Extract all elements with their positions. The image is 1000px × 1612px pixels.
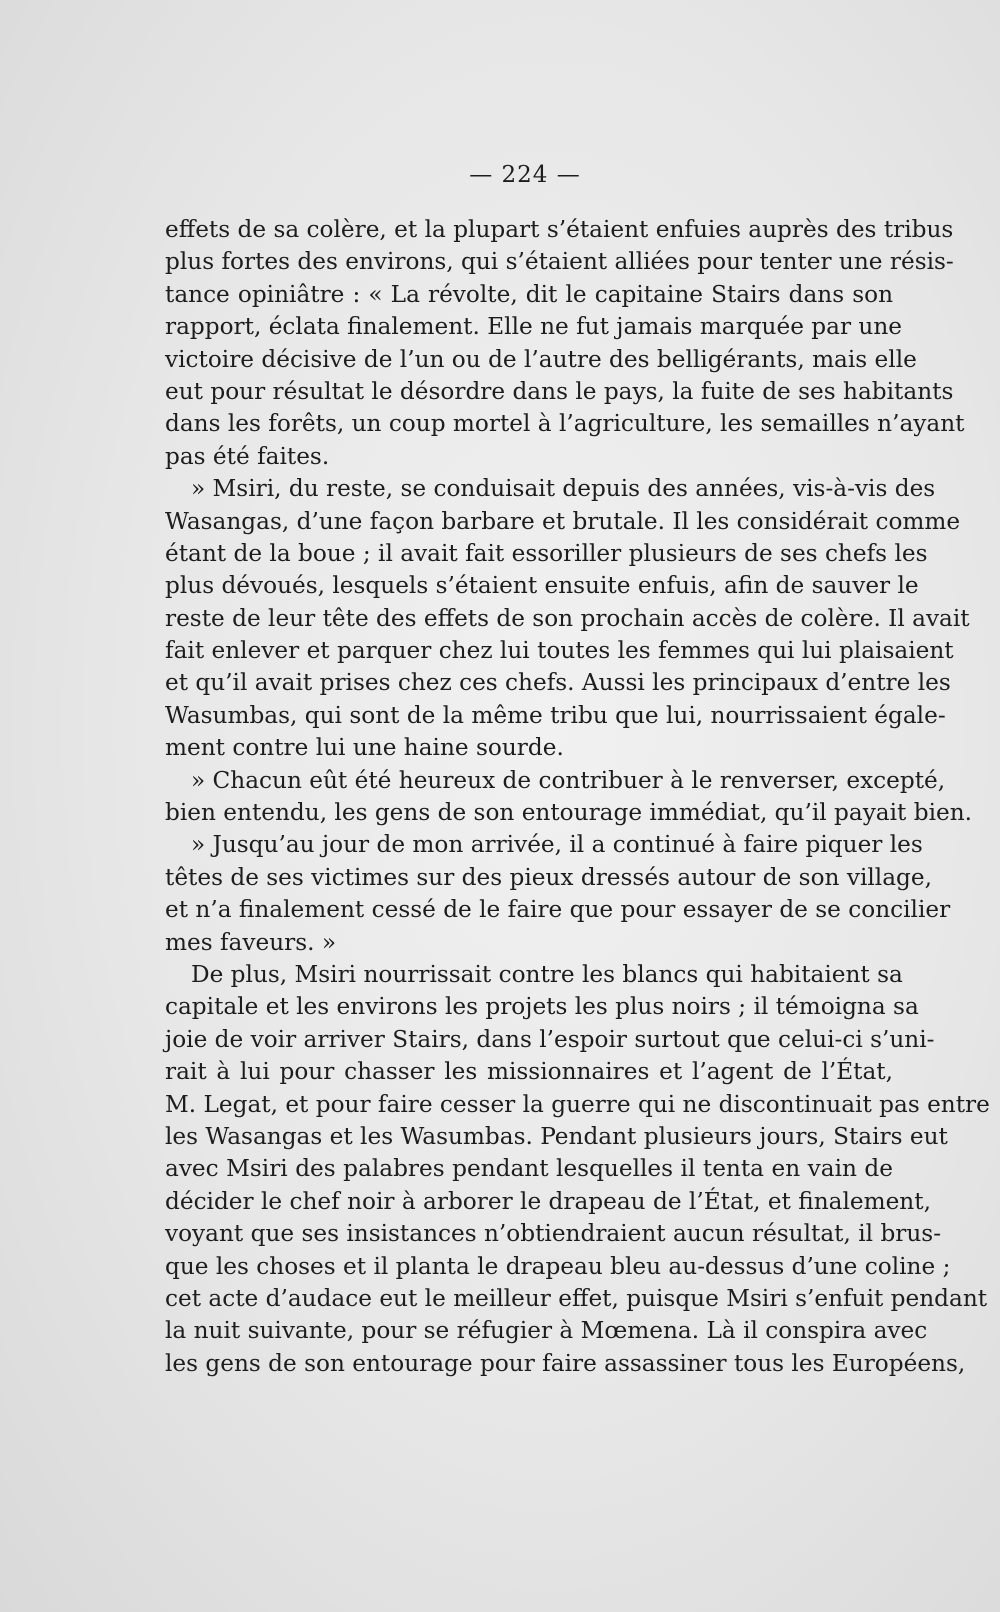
text-line: Wasangas, d’une façon barbare et brutale. Il les considérait comme: [165, 507, 961, 535]
text-line: » Msiri, du reste, se conduisait depuis des années, vis-à-vis des: [191, 475, 936, 503]
text-line: victoire décisive de l’un ou de l’autre des belligérants, mais elle: [165, 345, 917, 373]
page-number: — 224 —: [469, 162, 581, 188]
text-line: ment contre lui une haine sourde.: [165, 734, 564, 762]
text-line: cet acte d’audace eut le meilleur effet, puisque Msiri s’enfuit pendant: [165, 1284, 988, 1312]
text-line: effets de sa colère, et la plupart s’étaient enfuies auprès des tribus: [165, 216, 954, 243]
body-text: [165, 214, 990, 1380]
text-line: plus dévoués, lesquels s’étaient ensuite enfuis, afin de sauver le: [165, 572, 919, 600]
text-line: eut pour résultat le désordre dans le pays, la fuite de ses habitants: [165, 377, 954, 405]
text-line: mes faveurs. »: [165, 928, 337, 956]
text-line: les gens de son entourage pour faire assassiner tous les Européens,: [165, 1349, 966, 1377]
text-line: » Chacun eût été heureux de contribuer à le renverser, excepté,: [191, 766, 946, 794]
text-line: têtes de ses victimes sur des pieux dressés autour de son village,: [165, 863, 932, 891]
text-line: reste de leur tête des effets de son prochain accès de colère. Il avait: [165, 604, 970, 632]
text-line: De plus, Msiri nourrissait contre les blancs qui habitaient sa: [191, 960, 903, 988]
text-line: et qu’il avait prises chez ces chefs. Aussi les principaux d’entre les: [165, 669, 951, 697]
text-line: que les choses et il planta le drapeau bleu au-dessus d’une coline ;: [165, 1252, 951, 1280]
text-line: et n’a finalement cessé de le faire que pour essayer de se concilier: [165, 896, 951, 924]
text-line: dans les forêts, un coup mortel à l’agriculture, les semailles n’ayant: [165, 410, 965, 438]
text-line: voyant que ses insistances n’obtiendraient aucun résultat, il brus-: [165, 1220, 942, 1248]
text-line: la nuit suivante, pour se réfugier à Mœmena. Là il conspira avec: [165, 1317, 928, 1345]
text-line: tance opiniâtre : « La révolte, dit le capitaine Stairs dans son: [165, 280, 893, 308]
text-line: capitale et les environs les projets les plus noirs ; il témoigna sa: [165, 993, 919, 1021]
text-line: décider le chef noir à arborer le drapeau de l’État, et finalement,: [165, 1187, 931, 1215]
text-line: étant de la boue ; il avait fait essoriller plusieurs de ses chefs les: [165, 539, 928, 567]
text-line: Wasumbas, qui sont de la même tribu que lui, nourrissaient égale-: [165, 701, 946, 729]
text-line: » Jusqu’au jour de mon arrivée, il a continué à faire piquer les: [191, 831, 923, 859]
text-line: avec Msiri des palabres pendant lesquelles il tenta en vain de: [165, 1155, 893, 1183]
text-line: rait à lui pour chasser les missionnaires et l’agent de l’État,: [165, 1058, 893, 1086]
text-line: rapport, éclata finalement. Elle ne fut jamais marquée par une: [165, 313, 903, 341]
text-line: bien entendu, les gens de son entourage immédiat, qu’il payait bien.: [165, 799, 973, 827]
text-line: M. Legat, et pour faire cesser la guerre qui ne discontinuait pas entre: [165, 1090, 990, 1118]
text-line: les Wasangas et les Wasumbas. Pendant plusieurs jours, Stairs eut: [165, 1122, 948, 1150]
text-line: joie de voir arriver Stairs, dans l’espoir surtout que celui-ci s’uni-: [165, 1025, 935, 1053]
text-line: fait enlever et parquer chez lui toutes les femmes qui lui plaisaient: [165, 637, 954, 665]
text-line: plus fortes des environs, qui s’étaient alliées pour tenter une résis-: [165, 248, 954, 276]
text-line: pas été faites.: [165, 442, 330, 470]
